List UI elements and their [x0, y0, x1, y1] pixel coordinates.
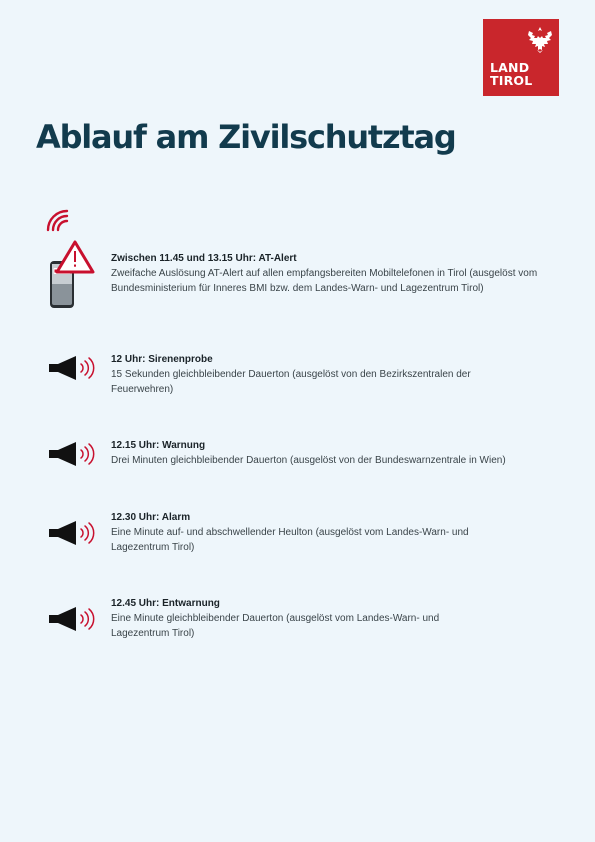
entry-title: 12.30 Uhr: Alarm: [111, 512, 191, 523]
entry-warnung: [111, 439, 581, 469]
entry-text: Drei Minuten gleichbleibender Dauerton (ausgelöst von der Bundeswarnzentrale in Wien): [111, 454, 506, 466]
entry-alarm: [111, 511, 521, 555]
tirol-eagle-icon: [526, 25, 554, 55]
siren-icon: [48, 606, 98, 632]
entry-text: Zweifache Auslösung AT-Alert auf allen empfangsbereiten Mobiltelefonen in Tirol (ausgelöst vom Bundesministerium für Inneres BMI bzw. dem Landes-Warn- und Lagezentrum Tirol): [111, 267, 538, 294]
entry-text: Eine Minute auf- und abschwellender Heulton (ausgelöst vom Landes-Warn- und Lagezentrum Tirol): [111, 526, 469, 553]
logo-wordmark: [490, 61, 532, 87]
entry-title: 12.45 Uhr: Entwarnung: [111, 598, 220, 609]
entry-text: Eine Minute gleichbleibender Dauerton (ausgelöst vom Landes-Warn- und Lagezentrum Tirol): [111, 612, 440, 639]
entry-text: 15 Sekunden gleichbleibender Dauerton (ausgelöst von den Bezirkszentralen der Feuerwehren): [111, 368, 471, 395]
page-title: Ablauf am Zivilschutztag: [36, 118, 456, 156]
entry-title: Zwischen 11.45 und 13.15 Uhr: AT-Alert: [111, 253, 297, 264]
entry-entwarnung: [111, 597, 491, 641]
logo-line-tirol: TIROL: [490, 73, 533, 88]
phone-alert-icon: [44, 206, 100, 310]
siren-icon: [48, 441, 98, 467]
entry-at-alert: [111, 252, 571, 296]
siren-icon: [48, 355, 98, 381]
logo-line-land: LAND: [490, 60, 530, 75]
land-tirol-logo: [483, 19, 559, 96]
entry-title: 12.15 Uhr: Warnung: [111, 440, 206, 451]
siren-icon: [48, 520, 98, 546]
entry-sirenenprobe: [111, 353, 501, 397]
entry-title: 12 Uhr: Sirenenprobe: [111, 354, 213, 365]
